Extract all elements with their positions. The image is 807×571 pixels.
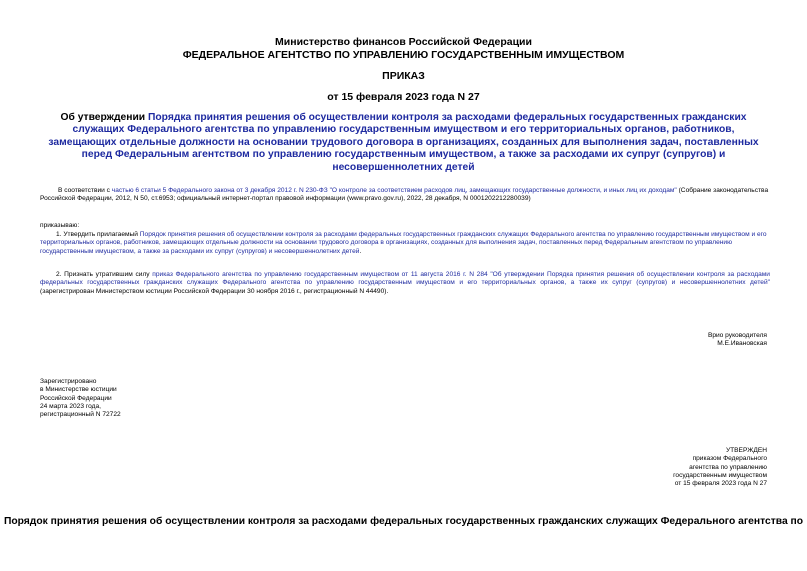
approved-line: приказом Федерального: [692, 455, 767, 463]
title-prefix: Об утверждении: [60, 112, 148, 123]
registration-block: [40, 378, 121, 419]
registration-line: регистрационный N 72722: [40, 411, 121, 419]
agency-name: ФЕДЕРАЛЬНОЕ АГЕНТСТВО ПО УПРАВЛЕНИЮ ГОСУДАРСТВЕННЫМ ИМУЩЕСТВОМ: [182, 49, 625, 61]
item-2-after: (зарегистрирован Министерством юстиции Российской Федерации 30 ноября 2016 г., регистрационный N 44490).: [40, 287, 389, 295]
signature-block: [708, 332, 767, 349]
signature-name: М.Е.Ивановская: [717, 340, 767, 348]
item-2-paragraph: [40, 271, 770, 296]
item-1-after: .: [359, 247, 362, 255]
approved-line: агентства по управлению: [689, 463, 767, 471]
registration-line: Зарегистрировано: [40, 378, 97, 385]
approved-line: от 15 февраля 2023 года N 27: [674, 480, 767, 488]
document-date: от 15 февраля 2023 года N 27: [327, 91, 480, 103]
ministry-name: Министерство финансов Российской Федерации: [275, 36, 532, 48]
title-link[interactable]: Порядка принятия решения об осуществлении контроля за расходами федеральных государственных гражданских служащих Федерального агентства по управлению государственным имуществом и его территориальных органов, работников, замещающих отдельные должности на основании трудового договора в организациях, созданных для выполнения задач, поставленных перед Федеральным агентством по управлению государственным имуществом, а также за расходами их супруг (супругов) и несовершеннолетних детей: [48, 112, 759, 173]
item-1-procedure-link[interactable]: Порядок принятия решения об осуществлении контроля за расходами федеральных государственных гражданских служащих Федерального агентства по управлению государственным имуществом и его территориальных органов, работников, замещающих отдельные должности на основании трудового договора в организациях, созданных для выполнения задач, поставленных перед Федеральным агентством по управлению государственным имуществом, а также за расходами их супруг (супругов) и несовершеннолетних детей: [40, 231, 767, 255]
basis-text-before: В соответствии с: [58, 187, 112, 194]
document-title: [48, 112, 759, 174]
basis-text-after: (Собрание законодательства Российской Федерации, 2012, N 50, ст.6953; официальный интернет-портал правовой информации (www.pravo.gov.ru), 2022, 28 декабря, N 0001202212280039): [40, 187, 769, 203]
item-1-paragraph: [40, 231, 770, 256]
basis-law-link[interactable]: частью 6 статьи 5 Федерального закона от 3 декабря 2012 г. N 230-ФЗ "О контроле за соответствием расходов лиц, замещающих государственные должности, и иных лиц их доходам": [111, 187, 677, 194]
item-2-order-link[interactable]: приказ Федерального агентства по управлению государственным имуществом от 11 августа 2016 г. N 284 "Об утверждении Порядка принятия решения об осуществлении контроля за расходами федеральных государственных гражданских служащих Федерального агентства по управлению государственным имуществом и его территориальных органов, а также их супруг (супругов) и несовершеннолетних детей": [40, 271, 770, 287]
signature-position: Врио руководителя: [707, 332, 767, 339]
item-1-before: 1. Утвердить прилагаемый: [56, 231, 140, 238]
registration-line: в Министерстве юстиции: [40, 386, 117, 394]
procedure-title: Порядок принятия решения об осуществлении контроля за расходами федеральных государственных гражданских служащих Федерального агентства по: [3, 516, 804, 527]
item-2-before: 2. Признать утратившим силу: [56, 271, 153, 278]
approved-line: государственным имуществом: [673, 471, 767, 479]
registration-line: 24 марта 2023 года,: [40, 402, 101, 410]
basis-paragraph: [40, 187, 770, 204]
approved-line: УТВЕРЖДЕН: [725, 447, 767, 454]
registration-line: Российской Федерации: [40, 394, 112, 402]
order-word: приказываю:: [40, 222, 80, 229]
approved-block: [673, 447, 767, 488]
document-type: ПРИКАЗ: [382, 70, 425, 82]
